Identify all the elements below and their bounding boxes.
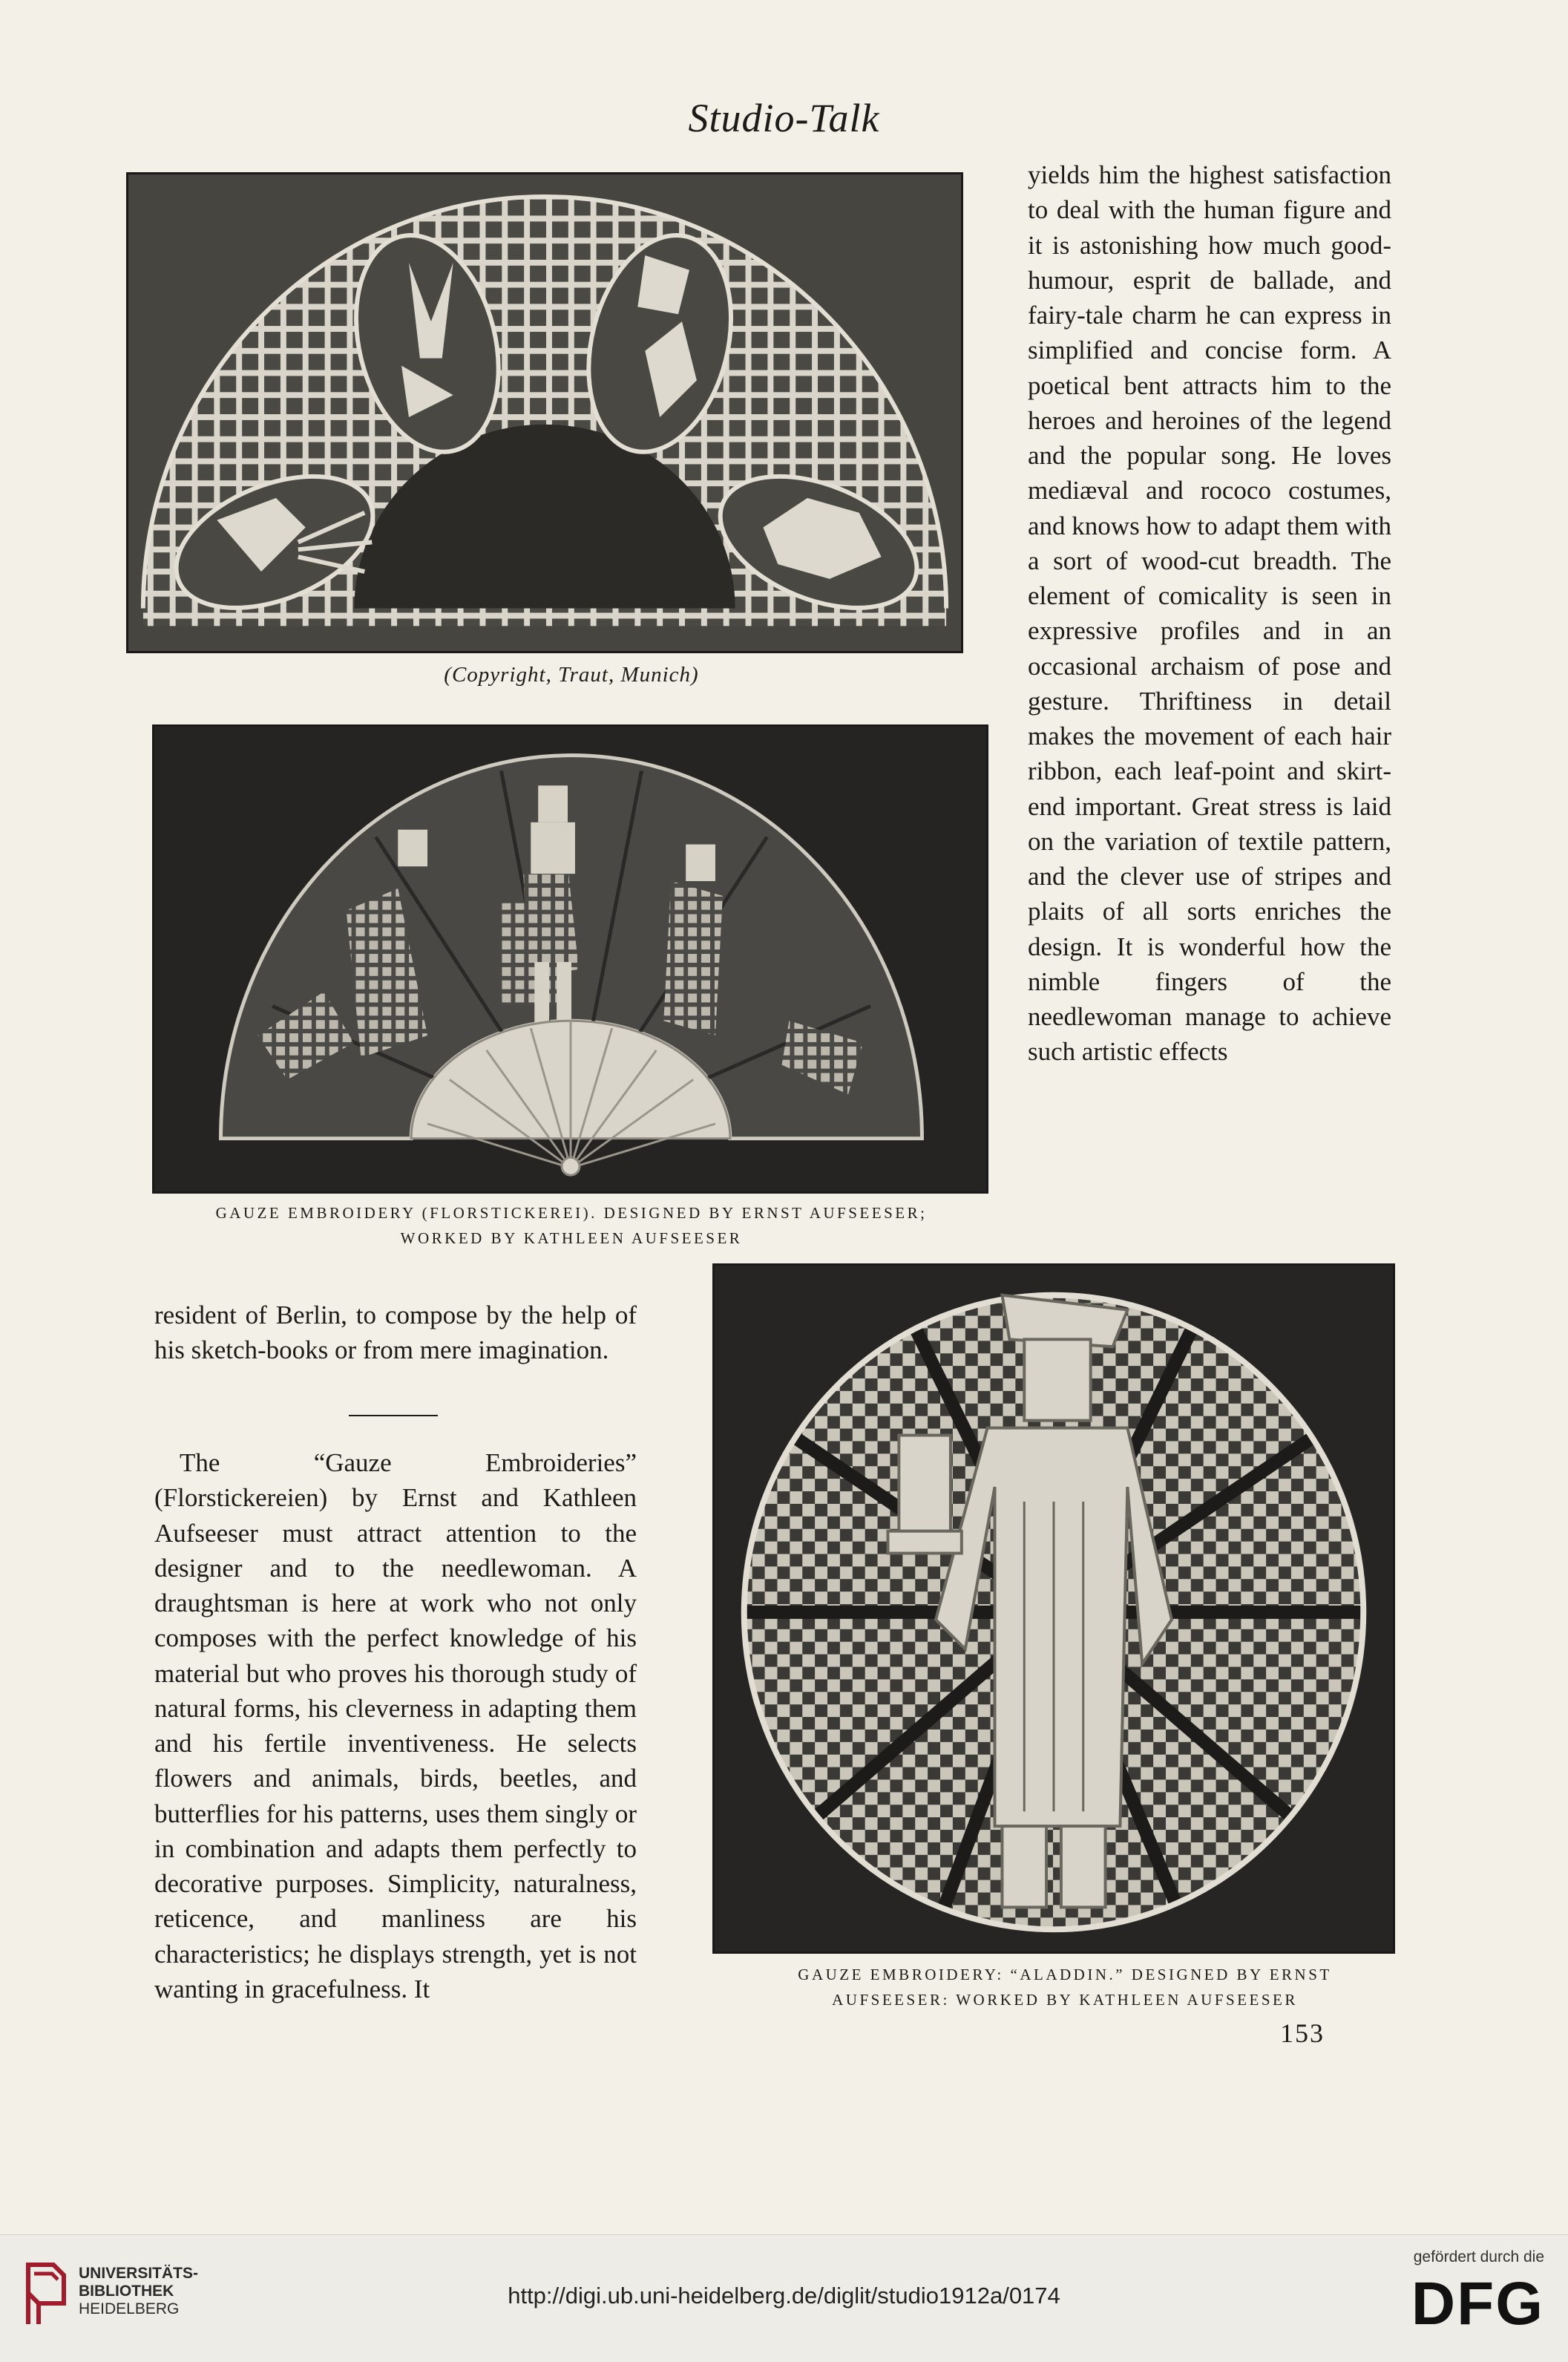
page-number: 153 [1280,2018,1325,2048]
running-title: Studio-Talk [688,96,880,140]
right-column-text: yields him the highest satisfaction to deal with the human figure and it is astonishing how much good-humour, esprit de ballade, and fairy-tale charm he can express in simplified and concise form. A poetical bent attracts him to the heroes and heroines of the legend and the popular song. He loves mediæval and rococo costumes, and knows how to adapt them with a sort of wood-cut breadth. The element of comicality is seen in expressive profiles and in an occasional archaism of pose and gesture. Thriftiness in detail makes the movement of each hair ribbon, each leaf-point and skirt-end important. Great stress is laid on the variation of textile pattern, and the clever use of stripes and plaits of all sorts enriches the design. It is wonderful how the nimble fingers of the needlewoman manage to achieve such artistic effects [1028,160,1391,1067]
digitization-footer [0,2234,1568,2362]
caption-line: GAUZE EMBROIDERY: “ALADDIN.” DESIGNED BY ERNST [798,1966,1332,1983]
flower-fan-embroidery-image [126,172,963,653]
caption-line: GAUZE EMBROIDERY (FLORSTICKEREI). DESIGNED BY ERNST AUFSEESER; [215,1204,928,1222]
aladdin-embroidery-image [712,1263,1395,1954]
caption-line: WORKED BY KATHLEEN AUFSEESER [400,1229,743,1247]
caption-line: AUFSEESER: WORKED BY KATHLEEN AUFSEESER [832,1990,1298,2009]
funding-note: gefördert durch die [1413,2248,1544,2266]
figure-credit: (Copyright, Traut, Munich) [444,663,699,687]
figures-fan-embroidery-image [152,724,988,1194]
paragraph: The “Gauze Embroideries” (Florstickereien) by Ernst and Kathleen Aufseeser must attract attention to the designer and to the needlewoman. A draughtsman is here at work who not only composes with the perfect knowledge of his material but who proves his thorough study of natural forms, his cleverness in adapting them and his fertile inventiveness. He selects flowers and animals, birds, beetles, and butterflies for his patterns, uses them singly or in combination and adapts them perfectly to decorative purposes. Simplicity, naturalness, reticence, and manliness are his characteristics; he displays strength, yet is not wanting in gracefulness. It [154,1448,637,2003]
left-column-text [154,1298,637,1368]
section-divider [349,1415,438,1416]
library-name-line: HEIDELBERG [79,2300,180,2318]
permalink-url[interactable]: http://digi.ub.uni-heidelberg.de/diglit/studio1912a/0174 [508,2283,1060,2309]
aladdin-caption [709,1963,1421,2012]
funding-block [1411,2248,1544,2339]
library-name-line: BIBLIOTHEK [79,2283,174,2300]
dfg-logo: DFG [1411,2270,1544,2338]
left-column-text-2 [154,1445,637,2006]
paragraph: resident of Berlin, to compose by the help of his sketch-books or from mere imagination. [154,1301,637,1365]
library-name-line: UNIVERSITÄTS- [79,2265,199,2282]
figures-fan-caption [119,1201,1024,1251]
